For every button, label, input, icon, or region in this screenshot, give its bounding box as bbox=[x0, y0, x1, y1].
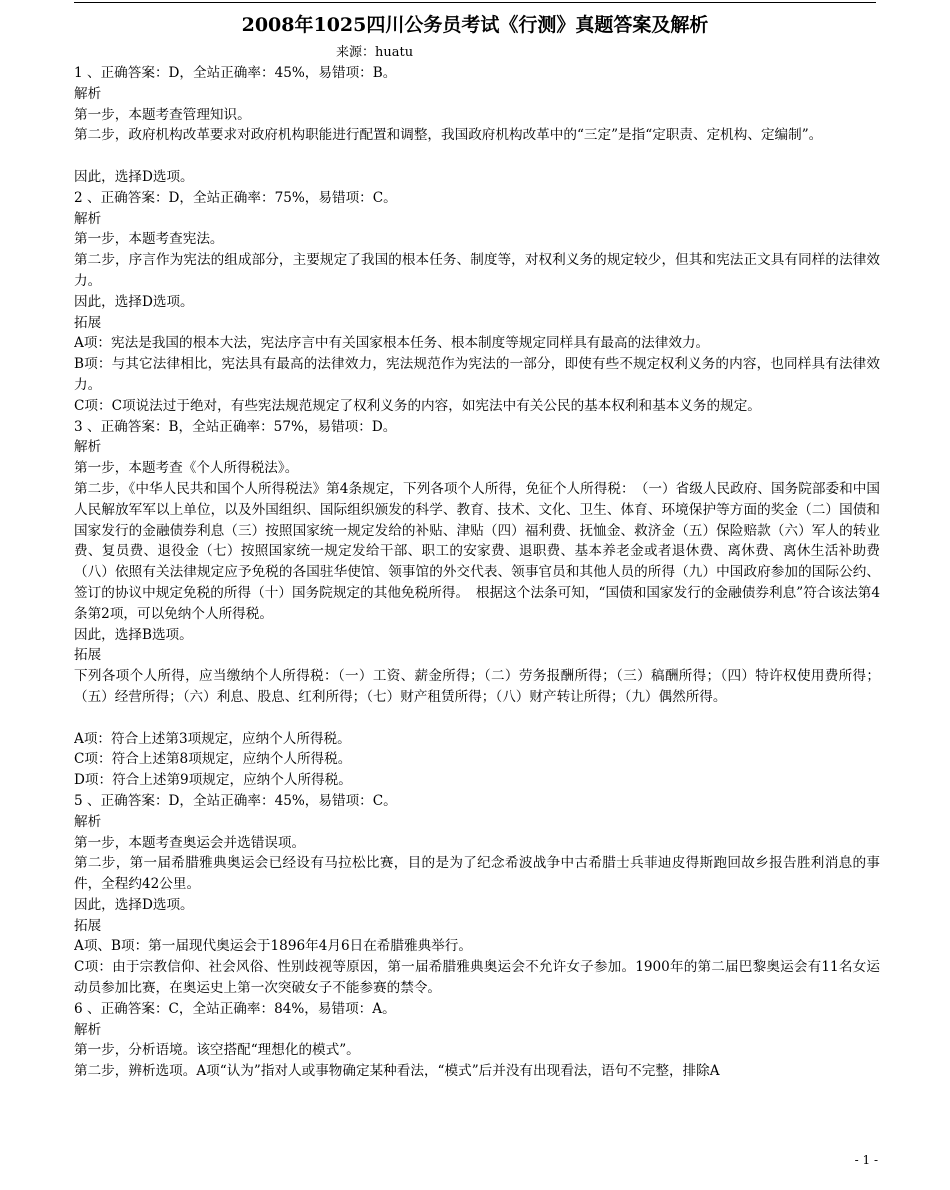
document-title: 2008年1025四川公务员考试《行测》真题答案及解析 bbox=[241, 14, 709, 36]
conclusion-q3: 因此，选择B选项。 bbox=[74, 626, 193, 643]
option-d-q3: D项：符合上述第9项规定，应纳个人所得税。 bbox=[74, 772, 352, 789]
step-one-q5: 第一步，本题考查奥运会并选错误项。 bbox=[74, 834, 306, 851]
step-one-q1: 第一步，本题考查管理知识。 bbox=[74, 106, 251, 123]
option-ab-q5: A项、B项：第一届现代奥运会于1896年4月6日在希腊雅典举行。 bbox=[74, 938, 472, 955]
answer-line-q3: 3 、正确答案：B，全站正确率：57%，易错项：D。 bbox=[74, 418, 397, 435]
step-one-q6: 第一步，分析语境。该空搭配“理想化的模式”。 bbox=[74, 1042, 360, 1059]
extension-heading: 拓展 bbox=[74, 314, 102, 331]
option-c-q3: C项：符合上述第8项规定，应纳个人所得税。 bbox=[74, 751, 352, 768]
analysis-heading: 解析 bbox=[74, 813, 102, 830]
step-two-q6: 第二步，辨析选项。A项“认为”指对人或事物确定某种看法，“模式”后并没有出现看法，语句不完整，排除A bbox=[74, 1063, 720, 1080]
page-number: - 1 - bbox=[854, 1153, 878, 1167]
option-a-q3: A项：符合上述第3项规定，应纳个人所得税。 bbox=[74, 730, 351, 747]
analysis-heading: 解析 bbox=[74, 85, 102, 102]
option-c-q2: C项：C项说法过于绝对，有些宪法规范规定了权利义务的内容，如宪法中有关公民的基本权利和基本义务的规定。 bbox=[74, 397, 761, 414]
option-b-q2: B项：与其它法律相比，宪法具有最高的法律效力，宪法规范作为宪法的一部分，即使有些不规定权利义务的内容，也同样具有法律效力。 bbox=[74, 356, 880, 393]
conclusion-q2: 因此，选择D选项。 bbox=[74, 293, 194, 310]
answer-line-q1: 1 、正确答案：D，全站正确率：45%，易错项：B。 bbox=[74, 65, 397, 81]
option-c-q5: C项：由于宗教信仰、社会风俗、性别歧视等原因，第一届希腊雅典奥运会不允许女子参加。1900年的第二届巴黎奥运会有11名女运动员参加比赛，在奥运史上第一次突破女子不能参赛的禁令。 bbox=[74, 959, 880, 997]
analysis-heading: 解析 bbox=[74, 439, 102, 456]
step-two-q3: 第二步，《中华人民共和国个人所得税法》第4条规定，下列各项个人所得，免征个人所得税： （一）省级人民政府、国务院部委和中国人民解放军军以上单位，以及外国组织、国际组织颁发的科学、教育、技术、文化、卫生、体育、环境保护等方面的奖金（二）国债和国家发行的金融债券利息（三）按照国家统一规定发给的补贴、津贴（四）福利费、抚恤金、救济金（五）保险赔款（六）军人的转业费、复员费、退役金（七）按照国家统一规定发给干部、职工的安家费、退职费、基本养老金或者退休费、离休费、离休生活补助费（八）依照有关法律规定应予免税的各国驻华使馆、领事馆的外交代表、领事官员和其他人员的所得（九）中国政府参加的国际公约、签订的协议中规定免税的所得（十）国务院规定的其他免税所得。 根据这个法条可知，“国债和国家发行的金融债券利息”符合该法第4条第2项，可以免纳个人所得税。 bbox=[74, 480, 880, 622]
step-two-q2: 第二步，序言作为宪法的组成部分，主要规定了我国的根本任务、制度等，对权利义务的规定较少，但其和宪法正文具有同样的法律效力。 bbox=[74, 252, 880, 289]
step-one-q2: 第一步，本题考查宪法。 bbox=[74, 231, 224, 248]
step-two-q5: 第二步，第一届希腊雅典奥运会已经设有马拉松比赛，目的是为了纪念希波战争中古希腊士兵菲迪皮得斯跑回故乡报告胜利消息的事件，全程约42公里。 bbox=[74, 855, 880, 893]
answer-line-q6: 6 、正确答案：C，全站正确率：84%，易错项：A。 bbox=[74, 1000, 396, 1017]
step-one-q3: 第一步，本题考查《个人所得税法》。 bbox=[74, 460, 299, 477]
document-source: 来源：huatu bbox=[336, 45, 414, 60]
answer-line-q2: 2 、正确答案：D，全站正确率：75%，易错项：C。 bbox=[74, 189, 397, 206]
conclusion-q1: 因此，选择D选项。 bbox=[74, 168, 194, 185]
header-rule bbox=[74, 2, 876, 3]
extension-text-q3: 下列各项个人所得，应当缴纳个人所得税：（一）工资、薪金所得；（二）劳务报酬所得；（三）稿酬所得；（四）特许权使用费所得；（五）经营所得；（六）利息、股息、红利所得；（七）财产租赁所得；（八）财产转让所得；（九）偶然所得。 bbox=[74, 668, 880, 705]
answer-line-q5: 5 、正确答案：D，全站正确率：45%，易错项：C。 bbox=[74, 792, 397, 809]
extension-heading: 拓展 bbox=[74, 647, 102, 664]
option-a-q2: A项：宪法是我国的根本大法，宪法序言中有关国家根本任务、根本制度等规定同样具有最高的法律效力。 bbox=[74, 335, 710, 352]
extension-heading: 拓展 bbox=[74, 917, 102, 934]
step-two-q1: 第二步，政府机构改革要求对政府机构职能进行配置和调整，我国政府机构改革中的“三定”是指“定职责、定机构、定编制”。 bbox=[74, 127, 823, 144]
analysis-heading: 解析 bbox=[74, 1021, 102, 1038]
document-body bbox=[74, 63, 880, 1082]
conclusion-q5: 因此，选择D选项。 bbox=[74, 896, 194, 913]
analysis-heading: 解析 bbox=[74, 210, 102, 227]
